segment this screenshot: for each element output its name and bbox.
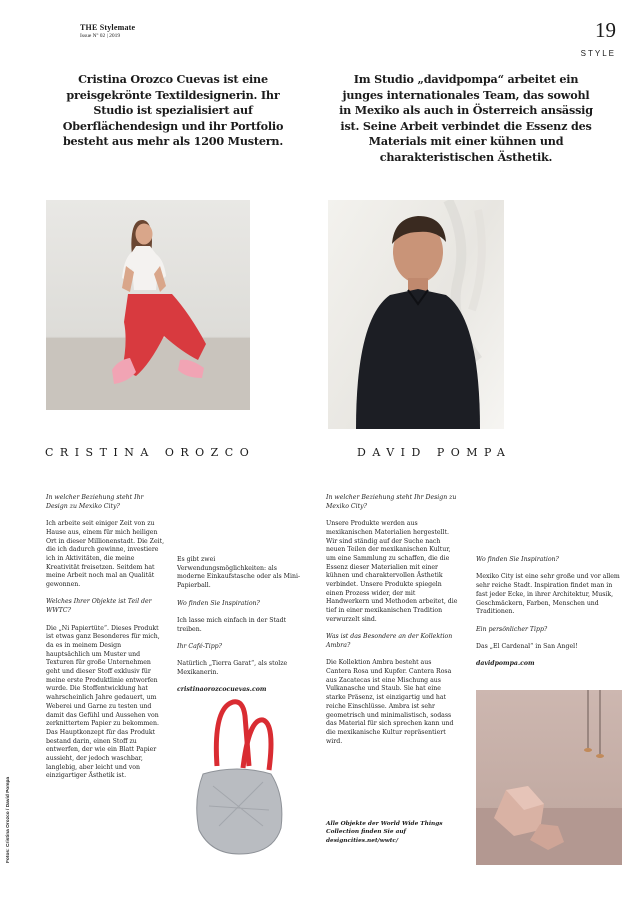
photo-credit: Fotos: Cristina Orozco / David Pompa xyxy=(6,776,11,863)
interview-cristina-part1 xyxy=(46,494,166,790)
magazine-title: THE Stylemate xyxy=(80,23,136,32)
answer-text: Die „Ni Papiertüte“. Dieses Produkt ist etwas ganz Besonderes für mich, da es in meinem Design hauptsächlich um Muster und Texturen für große Unternehmen geht und dieser Stoff exklusiv für meine erste Produktlinie entworfen wurde. Die Stoffentwicklung hat wahrscheinlich Jahre gedauert, um Weberei und Garne zu testen und damit das Gefühl und Aussehen von zerknittertem Papier zu bekommen. Das Hauptkonzept für das Produkt bestand darin, einen Stoff zu entwerfen, der wie ein Blatt Papier aussieht, der jedoch waschbar, langlebig, aber leicht und von einzigartiger Ästhetik ist. xyxy=(46,624,160,780)
question-text: Was ist das Besondere an der Kollektion Ambra? xyxy=(326,633,453,649)
interview-david-part2 xyxy=(476,556,622,678)
question-text: Wo finden Sie Inspiration? xyxy=(476,556,559,563)
answer-text: Natürlich „Tierra Garat“, als stolze Mexikanerin. xyxy=(177,660,288,677)
answer-text: Ich lasse mich einfach in der Stadt treiben. xyxy=(177,616,287,633)
portrait-david-pompa xyxy=(328,200,504,429)
ambra-collection-illustration xyxy=(476,690,622,865)
lead-text-david: Im Studio „davidpompa“ arbeitet ein junges internationales Team, das sowohl in Mexiko als auch in Österreich ansässig ist. Seine Arbeit verbindet die Essenz des Materials mit einer kühnen und charakteristischen Ästhetik. xyxy=(339,72,593,164)
question-text: In welcher Beziehung steht Ihr Design zu Mexiko City? xyxy=(326,494,457,510)
masthead xyxy=(80,23,135,39)
page-number: 19 xyxy=(595,18,616,42)
product-ambra-collection xyxy=(476,690,622,865)
interview-cristina-part2 xyxy=(177,556,305,704)
answer-text: Es gibt zwei Verwendungsmöglichkeiten: als moderne Einkaufstasche oder als Mini-Papierball. xyxy=(177,556,301,590)
paper-bag-illustration xyxy=(173,696,301,858)
answer-text: Ich arbeite seit einiger Zeit von zu Hause aus, einem für mich heiligen Ort in dieser Millionenstadt. Die Zeit, die ich dadurch gewinne, investiere ich in Aktivitäten, die meine Kreativität freisetzen. Seitdem hat meine Arbeit noch mal an Qualität gewonnen. xyxy=(46,520,165,589)
portrait-cristina-illustration xyxy=(46,200,250,410)
question-text: In welcher Beziehung steht Ihr Design zu Mexiko City? xyxy=(46,494,144,510)
website-link-cristina[interactable]: cristinaorozcocuevas.com xyxy=(177,686,267,694)
product-ni-paper-bag xyxy=(173,696,301,858)
collection-credits: Alle Objekte der World Wide Things Collection finden Sie auf designcities.net/wwtc/ xyxy=(326,821,443,844)
question-text: Ein persönlicher Tipp? xyxy=(476,625,548,633)
answer-text: Die Kollektion Ambra besteht aus Cantera Rosa und Kupfer. Cantera Rosa aus Zacatecas ist eine Mischung aus Vulkanasche und Staub. Sie hat eine starke Präsenz, ist einzigartig und hat reiche Einschlüsse. Ambra ist sehr geometrisch und minimalistisch, sodass das Material für sich sprechen kann und die mexikanische Kultur repräsentiert wird. xyxy=(326,659,454,745)
lead-text-cristina: Cristina Orozco Cuevas ist eine preisgekrönte Textildesignerin. Ihr Studio ist spezialisiert auf Oberflächendesign und ihr Portfolio besteht aus mehr als 1200 Mustern. xyxy=(62,72,284,149)
interview-david-part1 xyxy=(326,494,458,755)
answer-text: Unsere Produkte werden aus mexikanischen Materialien hergestellt. Wir sind ständig auf der Suche nach neuen Teilen der mexikanischen Kultur, um eine Sammlung zu schaffen, die die Essenz dieser Materialien mit einer kühnen und charaktervollen Ästhetik verbindet. Unsere Produkte spiegeln einen Prozess wider, der mit Handwerkern und Methoden arbeitet, die tief in einer mexikanischen Tradition verwurzelt sind. xyxy=(326,520,458,623)
name-david-pompa: DAVID POMPA xyxy=(357,446,512,459)
issue-label: Issue Nº 02 | 2019 xyxy=(80,33,121,39)
name-cristina-orozco: CRISTINA OROZCO xyxy=(45,446,256,459)
answer-text: Das „El Cardenal“ in San Angel! xyxy=(476,642,578,650)
question-text: Ihr Café-Tipp? xyxy=(177,642,222,650)
question-text: Wo finden Sie Inspiration? xyxy=(177,599,260,607)
section-label: STYLE xyxy=(580,49,616,58)
answer-text: Mexiko City ist eine sehr große und vor allem sehr reiche Stadt. Inspiration findet man in fast jeder Ecke, in ihrer Architektur, Musik, Geschmäckern, Farben, Menschen und Traditionen. xyxy=(476,573,620,616)
portrait-cristina-orozco xyxy=(46,200,250,410)
website-link-david[interactable]: davidpompa.com xyxy=(476,660,535,668)
question-text: Welches Ihrer Objekte ist Teil der WWTC? xyxy=(46,598,152,615)
portrait-david-illustration xyxy=(328,200,504,429)
